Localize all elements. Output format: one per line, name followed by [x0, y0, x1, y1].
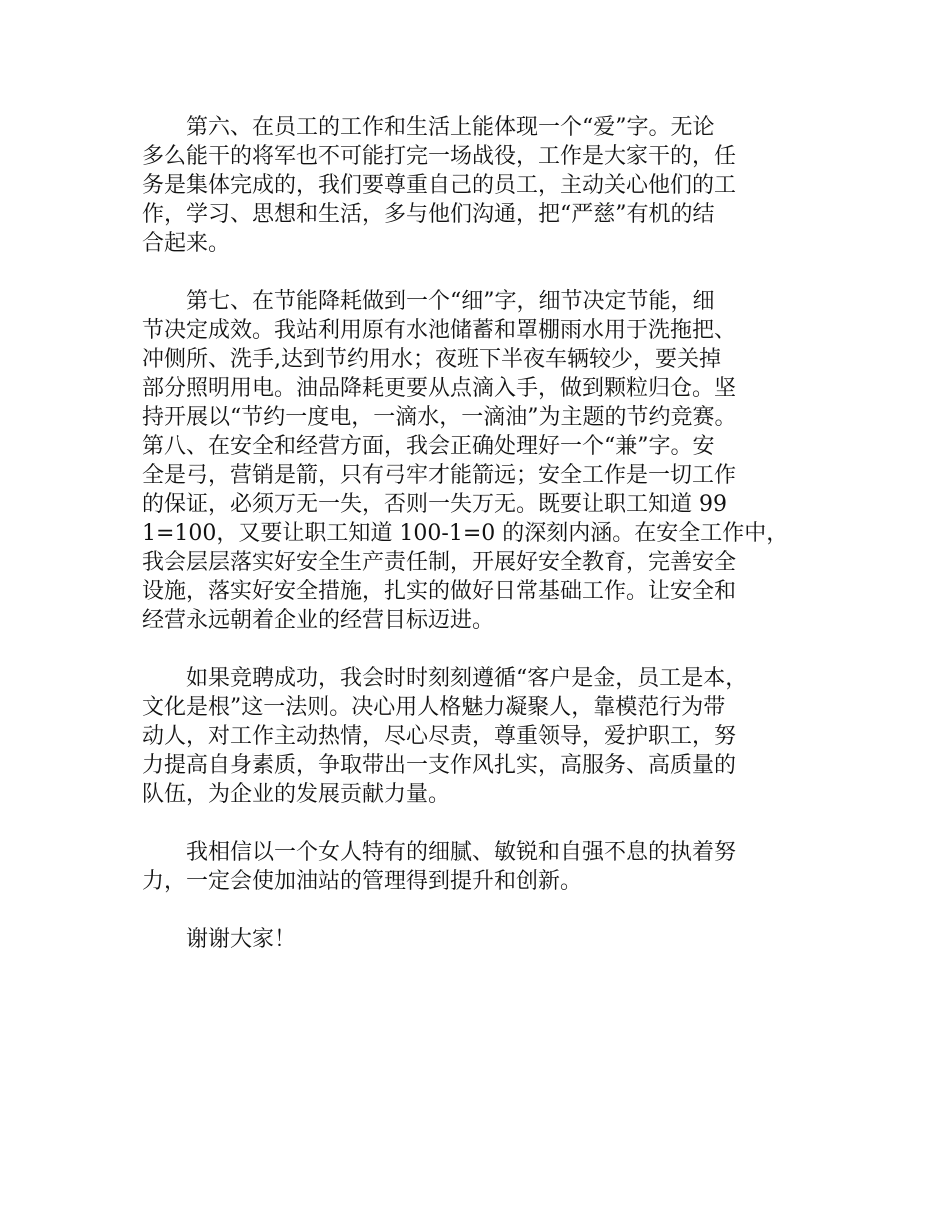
- paragraph-gap: [142, 896, 832, 925]
- paragraph-6: [142, 113, 832, 258]
- paragraph-line: 持开展以“节约一度电，一滴水，一滴油”为主题的节约竞赛。: [142, 405, 737, 430]
- paragraph-line: 设施，落实好安全措施，扎实的做好日常基础工作。让安全和: [142, 579, 737, 604]
- paragraph-belief: [142, 838, 832, 896]
- paragraph-line: 我相信以一个女人特有的细腻、敏锐和自强不息的执着努: [142, 840, 737, 865]
- paragraph-line: 多么能干的将军也不可能打完一场战役，工作是大家干的，任: [142, 144, 737, 169]
- paragraph-line: 部分照明用电。油品降耗更要从点滴入手，做到颗粒归仓。坚: [142, 376, 737, 401]
- paragraph-line: 队伍，为企业的发展贡献力量。: [142, 782, 451, 807]
- paragraph-line: 动人，对工作主动热情，尽心尽责，尊重领导，爱护职工，努: [142, 724, 737, 749]
- paragraph-closing: [142, 925, 832, 954]
- paragraph-commitment: [142, 664, 832, 809]
- paragraph-line: 力提高自身素质，争取带出一支作风扎实，高服务、高质量的: [142, 753, 737, 778]
- paragraph-line: 合起来。: [142, 231, 231, 256]
- paragraph-line: 第七、在节能降耗做到一个“细”字，细节决定节能，细: [142, 289, 715, 314]
- paragraph-line: 作，学习、思想和生活，多与他们沟通，把“严慈”有机的结: [142, 202, 715, 227]
- paragraph-line: 务是集体完成的，我们要尊重自己的员工，主动关心他们的工: [142, 173, 737, 198]
- paragraph-line: 的保证，必须万无一失，否则一失万无。既要让职工知道 99: [142, 492, 727, 517]
- paragraph-line: 文化是根”这一法则。决心用人格魅力凝聚人，靠模范行为带: [142, 695, 726, 720]
- paragraph-gap: [142, 635, 832, 664]
- paragraph-line: 节决定成效。我站利用原有水池储蓄和罩棚雨水用于洗拖把、: [142, 318, 737, 343]
- paragraph-line: 经营永远朝着企业的经营目标迈进。: [142, 608, 495, 633]
- paragraph-line: 我会层层落实好安全生产责任制，开展好安全教育，完善安全: [142, 550, 737, 575]
- paragraph-line: 第八、在安全和经营方面，我会正确处理好一个“兼”字。安: [142, 434, 715, 459]
- paragraph-line: 1=100，又要让职工知道 100-1=0 的深刻内涵。在安全工作中，: [142, 521, 789, 546]
- paragraph-line: 谢谢大家！: [142, 927, 297, 952]
- paragraph-line: 如果竞聘成功，我会时时刻刻遵循“客户是金，员工是本，: [142, 666, 748, 691]
- paragraph-gap: [142, 258, 832, 287]
- paragraph-gap: [142, 809, 832, 838]
- document-body: [142, 113, 832, 954]
- paragraph-line: 第六、在员工的工作和生活上能体现一个“爱”字。无论: [142, 115, 715, 140]
- paragraph-line: 力，一定会使加油站的管理得到提升和创新。: [142, 869, 583, 894]
- paragraph-line: 全是弓，营销是箭，只有弓牢才能箭远；安全工作是一切工作: [142, 463, 737, 488]
- paragraph-7-8: [142, 287, 832, 635]
- paragraph-line: 冲侧所、洗手,达到节约用水；夜班下半夜车辆较少，要关掉: [142, 347, 721, 372]
